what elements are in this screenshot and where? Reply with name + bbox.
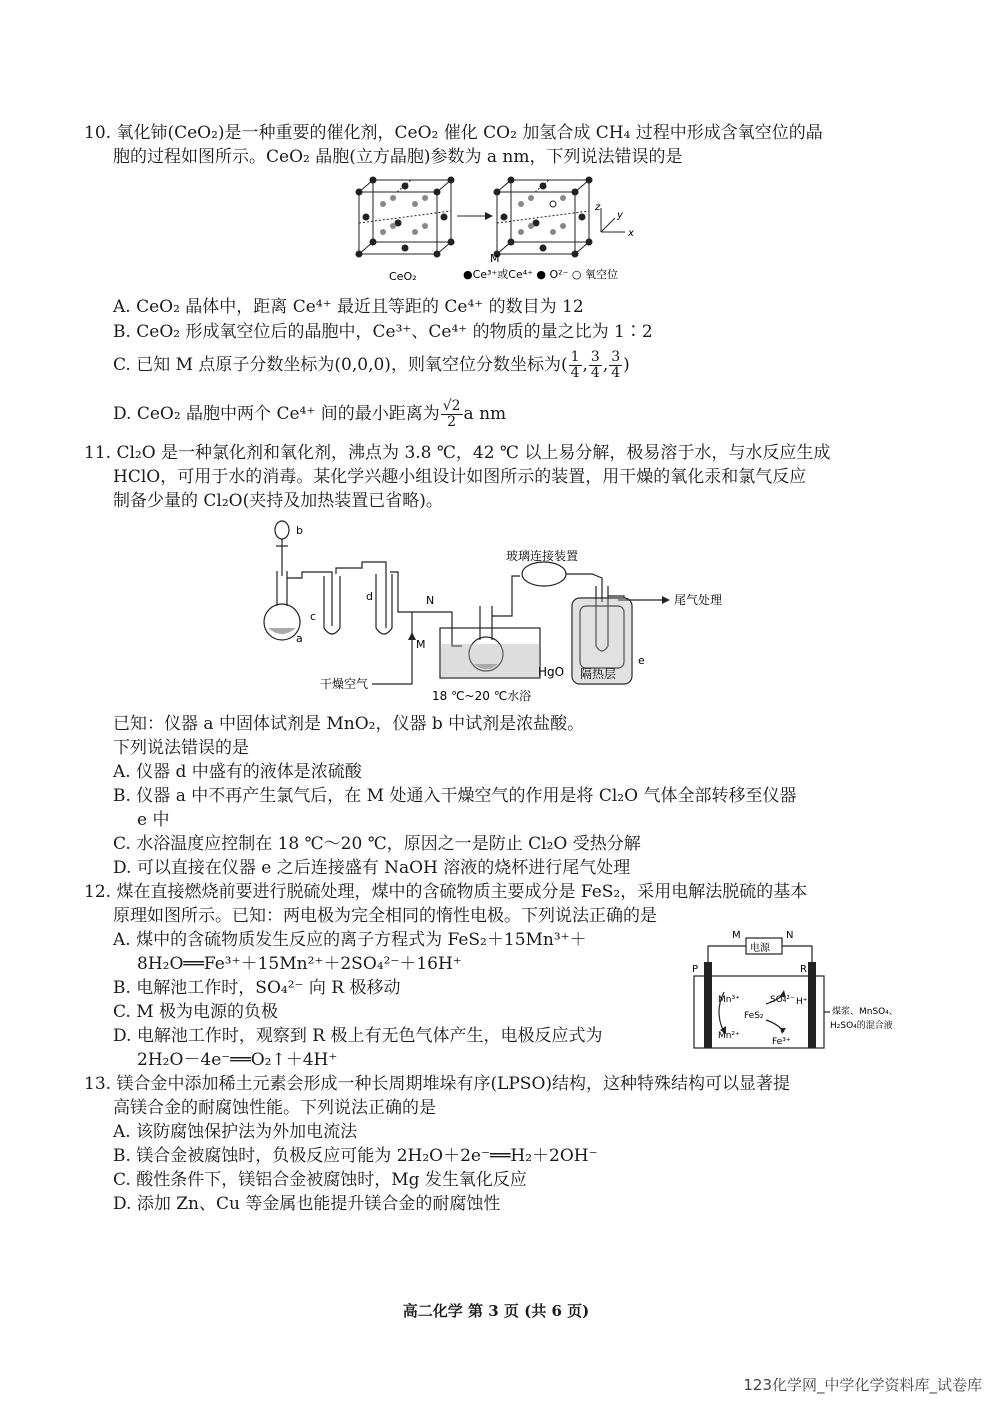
q12-electrolysis-figure [688,924,910,1054]
svg-text:尾气处理: 尾气处理 [674,593,723,607]
svg-text:N: N [426,594,435,607]
q11-option-b1: B. 仪器 a 中不再产生氯气后，在 M 处通入干燥空气的作用是将 Cl₂O 气体全部转移至仪器 [113,786,797,806]
svg-text:隔热层: 隔热层 [580,667,617,681]
svg-text:z: z [595,202,601,213]
svg-text:玻璃连接装置: 玻璃连接装置 [506,549,579,563]
svg-text:a: a [296,632,303,645]
svg-text:18 ℃~20 ℃水浴: 18 ℃~20 ℃水浴 [432,689,532,703]
svg-text:R: R [800,964,807,975]
q11-option-b2: e 中 [137,810,170,830]
svg-text:煤浆、MnSO₄、: 煤浆、MnSO₄、 [832,1007,898,1017]
svg-text:Fe³⁺: Fe³⁺ [772,1037,791,1047]
svg-text:x: x [628,228,634,239]
svg-text:电源: 电源 [750,943,770,954]
svg-text:b: b [296,524,303,537]
svg-text:干燥空气: 干燥空气 [320,677,369,691]
q13-option-c: C. 酸性条件下，镁铝合金被腐蚀时，Mg 发生氧化反应 [113,1170,527,1190]
svg-text:e: e [638,654,645,667]
q12-option-d2: 2H₂O－4e⁻══O₂↑＋4H⁺ [137,1050,338,1070]
svg-text:HgO: HgO [538,665,565,679]
q12-option-a2: 8H₂O══Fe³⁺＋15Mn²⁺＋2SO₄²⁻＋16H⁺ [137,954,462,974]
q11-option-d: D. 可以直接在仪器 e 之后连接盛有 NaOH 溶液的烧杯进行尾气处理 [113,858,631,878]
q13-option-b: B. 镁合金被腐蚀时，负极反应可能为 2H₂O＋2e⁻══H₂＋2OH⁻ [113,1146,598,1166]
svg-text:H⁺: H⁺ [796,997,808,1007]
svg-text:c: c [310,610,317,623]
svg-text:FeS₂: FeS₂ [744,1011,764,1021]
svg-text:SO₄²⁻: SO₄²⁻ [770,995,795,1005]
watermark: 123化学网_中学化学资料库_试卷库 [743,1376,982,1394]
svg-text:P: P [692,964,699,975]
q11-ask: 下列说法错误的是 [113,738,249,758]
q11-option-c: C. 水浴温度应控制在 18 ℃～20 ℃，原因之一是防止 Cl₂O 受热分解 [113,834,641,854]
q13-stem-line1: 13. 镁合金中添加稀土元素会形成一种长周期堆垛有序(LPSO)结构，这种特殊结构可以显著提 [84,1074,791,1094]
svg-text:Mn³⁺: Mn³⁺ [718,995,740,1005]
q13-option-d: D. 添加 Zn、Cu 等金属也能提升镁合金的耐腐蚀性 [113,1194,501,1214]
q11-known: 已知：仪器 a 中固体试剂是 MnO₂，仪器 b 中试剂是浓盐酸。 [113,714,585,734]
svg-text:Mn²⁺: Mn²⁺ [718,1031,740,1041]
q12-option-a1: A. 煤中的含硫物质发生反应的离子方程式为 FeS₂＋15Mn³⁺＋ [113,930,587,950]
q10-stem-line2: 胞的过程如图所示。CeO₂ 晶胞(立方晶胞)参数为 a nm，下列说法错误的是 [113,147,683,167]
page-footer: 高二化学 第 3 页 (共 6 页) [402,1302,590,1320]
q13-option-a: A. 该防腐蚀保护法为外加电流法 [113,1122,358,1142]
q11-stem-line3: 制备少量的 Cl₂O(夹持及加热装置已省略)。 [113,491,443,511]
q12-option-b: B. 电解池工作时，SO₄²⁻ 向 R 极移动 [113,978,401,998]
svg-text:N: N [786,930,794,941]
q13-stem-line2: 高镁合金的耐腐蚀性能。下列说法正确的是 [113,1098,436,1118]
q10-stem-line1: 10. 氧化铈(CeO₂)是一种重要的催化剂，CeO₂ 催化 CO₂ 加氢合成 CH₄ 过程中形成含氧空位的晶 [84,123,823,143]
q11-stem-line1: 11. Cl₂O 是一种氯化剂和氧化剂，沸点为 3.8 ℃，42 ℃ 以上易分解，极易溶于水，与水反应生成 [84,443,831,463]
svg-text:●Ce³⁺或Ce⁴⁺ ● O²⁻ ○ 氧空位: ●Ce³⁺或Ce⁴⁺ ● O²⁻ ○ 氧空位 [463,268,618,281]
q10-option-c: C. 已知 M 点原子分数坐标为(0,0,0)，则氧空位分数坐标为( $\frac{1}{4}$ , $\frac{3}{4}$ , $\frac{3}{4}$ ) [113,349,630,381]
q11-option-a: A. 仪器 d 中盛有的液体是浓硫酸 [113,762,362,782]
q12-stem-line1: 12. 煤在直接燃烧前要进行脱硫处理，煤中的含硫物质主要成分是 FeS₂，采用电解法脱硫的基本 [84,882,808,902]
q10-crystal-figure [345,172,645,290]
svg-text:y: y [617,210,623,221]
svg-text:M: M [490,252,500,265]
svg-text:CeO₂: CeO₂ [389,270,417,283]
q10-option-a: A. CeO₂ 晶体中，距离 Ce⁴⁺ 最近且等距的 Ce⁴⁺ 的数目为 12 [113,297,584,317]
q10-option-d: D. CeO₂ 晶胞中两个 Ce⁴⁺ 间的最小距离为 $\frac{√2}{2}$ a nm [113,398,507,430]
q12-option-d1: D. 电解池工作时，观察到 R 极上有无色气体产生，电极反应式为 [113,1026,603,1046]
svg-text:M: M [416,638,426,651]
q12-option-c: C. M 极为电源的负极 [113,1002,279,1022]
svg-text:d: d [366,590,373,603]
svg-text:M: M [732,930,741,941]
q11-stem-line2: HClO，可用于水的消毒。某化学兴趣小组设计如图所示的装置，用干燥的氧化汞和氯气反应 [113,467,807,487]
q12-stem-line2: 原理如图所示。已知：两电极为完全相同的惰性电极。下列说法正确的是 [113,906,657,926]
svg-text:H₂SO₄的混合液: H₂SO₄的混合液 [830,1021,893,1031]
q11-apparatus-figure [262,516,732,706]
q10-option-b: B. CeO₂ 形成氧空位后的晶胞中，Ce³⁺、Ce⁴⁺ 的物质的量之比为 1∶2 [113,322,653,342]
